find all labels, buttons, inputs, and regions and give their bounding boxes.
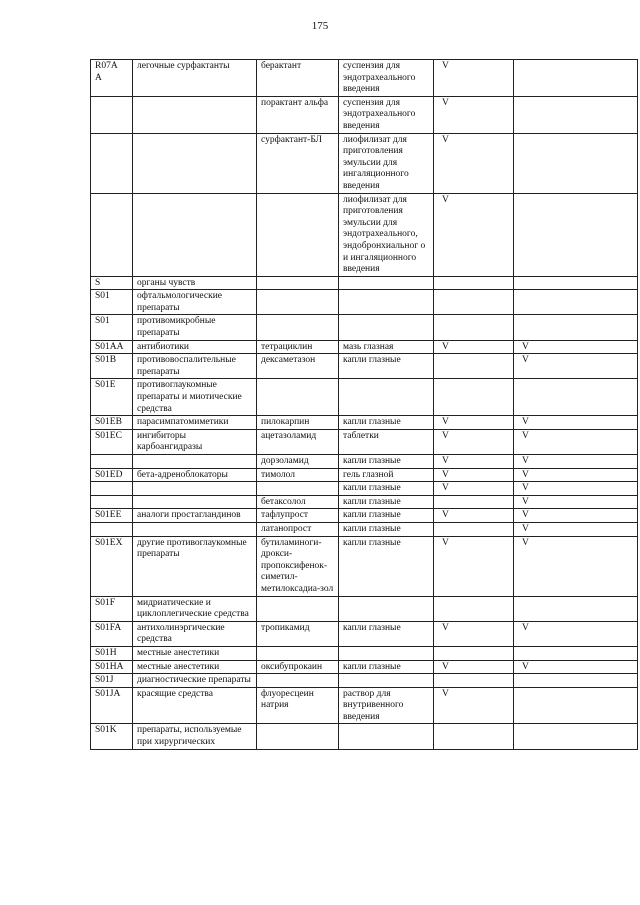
mark-cell-1	[434, 290, 514, 315]
table-row	[91, 315, 638, 340]
mark-cell-2	[514, 193, 638, 276]
atc-code-cell: S01EB	[91, 416, 133, 430]
atc-code-cell	[91, 96, 133, 133]
atc-code-cell: S01F	[91, 596, 133, 621]
mark-cell-1	[434, 495, 514, 509]
table-row	[91, 509, 638, 523]
inn-cell	[257, 315, 339, 340]
mark-cell-1	[434, 522, 514, 536]
mark-cell-1: V	[434, 482, 514, 496]
pharm-group-cell: органы чувств	[133, 276, 257, 290]
mark-cell-2	[514, 96, 638, 133]
atc-code-cell: S01HA	[91, 660, 133, 674]
dosage-form-cell: капли глазные	[339, 621, 434, 646]
dosage-form-cell: гель глазной	[339, 468, 434, 482]
atc-code-cell: S01	[91, 290, 133, 315]
mark-cell-2: V	[514, 468, 638, 482]
dosage-form-cell: мазь глазная	[339, 340, 434, 354]
pharm-group-cell: мидриатические и циклоплегические средства	[133, 596, 257, 621]
dosage-form-cell: капли глазные	[339, 495, 434, 509]
pharm-group-cell: местные анестетики	[133, 660, 257, 674]
pharm-group-cell: бета-адреноблокаторы	[133, 468, 257, 482]
pharm-group-cell: аналоги простагландинов	[133, 509, 257, 523]
inn-cell	[257, 379, 339, 416]
pharm-group-cell: красящие средства	[133, 687, 257, 724]
table-row	[91, 495, 638, 509]
mark-cell-1	[434, 354, 514, 379]
dosage-form-cell: капли глазные	[339, 482, 434, 496]
atc-code-cell: S01B	[91, 354, 133, 379]
dosage-form-cell	[339, 276, 434, 290]
pharm-group-cell: парасимпатомиметики	[133, 416, 257, 430]
table-row	[91, 429, 638, 454]
pharm-group-cell: противоглаукомные препараты и миотические средства	[133, 379, 257, 416]
atc-code-cell: S01EE	[91, 509, 133, 523]
inn-cell: флуоресцеин натрия	[257, 687, 339, 724]
inn-cell	[257, 724, 339, 749]
mark-cell-1	[434, 646, 514, 660]
dosage-form-cell: суспензия для эндотрахеального введения	[339, 96, 434, 133]
table-row	[91, 133, 638, 193]
inn-cell: латанопрост	[257, 522, 339, 536]
mark-cell-1: V	[434, 455, 514, 469]
mark-cell-1: V	[434, 660, 514, 674]
mark-cell-2: V	[514, 354, 638, 379]
mark-cell-1: V	[434, 340, 514, 354]
inn-cell: тетрациклин	[257, 340, 339, 354]
pharm-group-cell: легочные сурфактанты	[133, 60, 257, 97]
atc-code-cell: S01JA	[91, 687, 133, 724]
mark-cell-2	[514, 687, 638, 724]
mark-cell-1: V	[434, 60, 514, 97]
inn-cell: ацетазоламид	[257, 429, 339, 454]
dosage-form-cell: раствор для внутривенного введения	[339, 687, 434, 724]
atc-code-cell: S01EC	[91, 429, 133, 454]
atc-code-cell: S	[91, 276, 133, 290]
table-row	[91, 687, 638, 724]
inn-cell: берактант	[257, 60, 339, 97]
mark-cell-1	[434, 724, 514, 749]
table-row	[91, 482, 638, 496]
inn-cell	[257, 646, 339, 660]
atc-code-cell: S01FA	[91, 621, 133, 646]
mark-cell-1: V	[434, 509, 514, 523]
pharm-group-cell: противомикробные препараты	[133, 315, 257, 340]
pharm-group-cell	[133, 482, 257, 496]
table-row	[91, 455, 638, 469]
pharm-group-cell	[133, 495, 257, 509]
atc-code-cell	[91, 193, 133, 276]
table-row	[91, 193, 638, 276]
page-number: 175	[311, 20, 329, 32]
mark-cell-1	[434, 596, 514, 621]
atc-code-cell: R07A A	[91, 60, 133, 97]
dosage-form-cell	[339, 315, 434, 340]
dosage-form-cell: капли глазные	[339, 354, 434, 379]
mark-cell-2	[514, 276, 638, 290]
mark-cell-2: V	[514, 455, 638, 469]
inn-cell: порактант альфа	[257, 96, 339, 133]
inn-cell	[257, 482, 339, 496]
inn-cell: пилокарпин	[257, 416, 339, 430]
inn-cell: тимолол	[257, 468, 339, 482]
table-row	[91, 536, 638, 596]
dosage-form-cell: капли глазные	[339, 455, 434, 469]
atc-code-cell	[91, 133, 133, 193]
mark-cell-2	[514, 646, 638, 660]
inn-cell: дексаметазон	[257, 354, 339, 379]
dosage-form-cell: таблетки	[339, 429, 434, 454]
atc-code-cell	[91, 495, 133, 509]
table-row	[91, 596, 638, 621]
mark-cell-2: V	[514, 621, 638, 646]
table-row	[91, 522, 638, 536]
dosage-form-cell: лиофилизат для приготовления эмульсии для эндотрахеального, эндобронхиальног о и ингаляционного введения	[339, 193, 434, 276]
dosage-form-cell: лиофилизат для приготовления эмульсии для ингаляционного введения	[339, 133, 434, 193]
table-row	[91, 276, 638, 290]
pharm-group-cell	[133, 133, 257, 193]
dosage-form-cell: капли глазные	[339, 522, 434, 536]
mark-cell-2	[514, 674, 638, 688]
pharm-group-cell: офтальмологические препараты	[133, 290, 257, 315]
atc-code-cell: S01ED	[91, 468, 133, 482]
pharm-group-cell: диагностические препараты	[133, 674, 257, 688]
pharm-group-cell	[133, 522, 257, 536]
dosage-form-cell: капли глазные	[339, 509, 434, 523]
mark-cell-1: V	[434, 687, 514, 724]
dosage-form-cell: капли глазные	[339, 660, 434, 674]
dosage-form-cell	[339, 674, 434, 688]
drug-table-body	[91, 60, 638, 750]
mark-cell-1: V	[434, 429, 514, 454]
atc-code-cell: S01E	[91, 379, 133, 416]
mark-cell-1: V	[434, 133, 514, 193]
mark-cell-2: V	[514, 482, 638, 496]
atc-code-cell: S01EX	[91, 536, 133, 596]
mark-cell-2: V	[514, 416, 638, 430]
mark-cell-2	[514, 596, 638, 621]
pharm-group-cell	[133, 96, 257, 133]
pharm-group-cell: другие противоглаукомные препараты	[133, 536, 257, 596]
mark-cell-1: V	[434, 416, 514, 430]
atc-code-cell: S01H	[91, 646, 133, 660]
mark-cell-2	[514, 315, 638, 340]
atc-code-cell	[91, 482, 133, 496]
table-row	[91, 621, 638, 646]
pharm-group-cell: местные анестетики	[133, 646, 257, 660]
mark-cell-2: V	[514, 429, 638, 454]
atc-code-cell: S01AA	[91, 340, 133, 354]
pharm-group-cell: препараты, используемые при хирургических	[133, 724, 257, 749]
mark-cell-2: V	[514, 522, 638, 536]
mark-cell-2: V	[514, 509, 638, 523]
mark-cell-1	[434, 276, 514, 290]
table-row	[91, 354, 638, 379]
inn-cell: тафлупрост	[257, 509, 339, 523]
inn-cell: тропикамид	[257, 621, 339, 646]
atc-code-cell	[91, 455, 133, 469]
drug-table	[90, 59, 638, 750]
mark-cell-2	[514, 60, 638, 97]
table-row	[91, 60, 638, 97]
mark-cell-2	[514, 133, 638, 193]
inn-cell: оксибупрокаин	[257, 660, 339, 674]
inn-cell: сурфактант-БЛ	[257, 133, 339, 193]
dosage-form-cell	[339, 646, 434, 660]
pharm-group-cell: противовоспалительные препараты	[133, 354, 257, 379]
inn-cell: бетаксолол	[257, 495, 339, 509]
atc-code-cell: S01K	[91, 724, 133, 749]
mark-cell-1	[434, 674, 514, 688]
dosage-form-cell: капли глазные	[339, 536, 434, 596]
atc-code-cell	[91, 522, 133, 536]
table-row	[91, 96, 638, 133]
table-row	[91, 724, 638, 749]
table-row	[91, 290, 638, 315]
mark-cell-1: V	[434, 193, 514, 276]
table-row	[91, 379, 638, 416]
mark-cell-1	[434, 379, 514, 416]
dosage-form-cell	[339, 596, 434, 621]
inn-cell	[257, 276, 339, 290]
mark-cell-1	[434, 315, 514, 340]
table-row	[91, 646, 638, 660]
mark-cell-1: V	[434, 536, 514, 596]
table-row	[91, 674, 638, 688]
mark-cell-1: V	[434, 621, 514, 646]
dosage-form-cell: капли глазные	[339, 416, 434, 430]
pharm-group-cell	[133, 455, 257, 469]
dosage-form-cell	[339, 290, 434, 315]
pharm-group-cell: антибиотики	[133, 340, 257, 354]
table-row	[91, 660, 638, 674]
mark-cell-1: V	[434, 96, 514, 133]
inn-cell	[257, 674, 339, 688]
dosage-form-cell: суспензия для эндотрахеального введения	[339, 60, 434, 97]
inn-cell	[257, 290, 339, 315]
pharm-group-cell	[133, 193, 257, 276]
pharm-group-cell: ингибиторы карбоангидразы	[133, 429, 257, 454]
mark-cell-2: V	[514, 495, 638, 509]
pharm-group-cell: антихолинэргические средства	[133, 621, 257, 646]
dosage-form-cell	[339, 379, 434, 416]
atc-code-cell: S01	[91, 315, 133, 340]
atc-code-cell: S01J	[91, 674, 133, 688]
mark-cell-2: V	[514, 660, 638, 674]
mark-cell-2: V	[514, 340, 638, 354]
inn-cell: дорзоламид	[257, 455, 339, 469]
mark-cell-2	[514, 724, 638, 749]
inn-cell	[257, 596, 339, 621]
mark-cell-2	[514, 290, 638, 315]
dosage-form-cell	[339, 724, 434, 749]
table-row	[91, 416, 638, 430]
table-row	[91, 340, 638, 354]
inn-cell	[257, 193, 339, 276]
mark-cell-2	[514, 379, 638, 416]
mark-cell-2: V	[514, 536, 638, 596]
table-row	[91, 468, 638, 482]
inn-cell: бутиламиноги-дрокси-пропоксифенок-симетил-метилоксадиа-зол	[257, 536, 339, 596]
mark-cell-1: V	[434, 468, 514, 482]
